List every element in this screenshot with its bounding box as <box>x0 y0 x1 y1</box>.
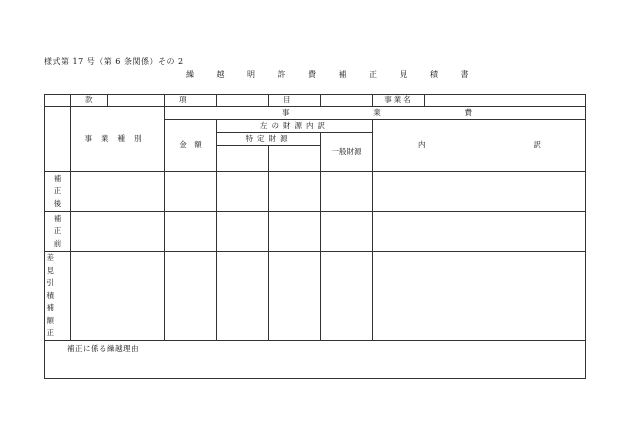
row-label-hosei-mae: 補正前 <box>45 212 71 252</box>
kingaku-cell[interactable] <box>165 212 217 252</box>
tokutei-zaigen-cell-2[interactable] <box>269 172 321 212</box>
jigyo-mei-value-cell[interactable] <box>425 95 586 107</box>
jigyo-shubetsu-cell[interactable] <box>71 212 165 252</box>
uchiwake-char-2: 訳 <box>533 140 541 150</box>
tokutei-zaigen-cell-1[interactable] <box>217 252 269 341</box>
table-row <box>45 172 586 212</box>
uchiwake-header <box>373 120 586 172</box>
moku-label: 目 <box>269 95 321 107</box>
blank-corner-cell <box>45 107 71 172</box>
header-row-kan-kou-moku <box>45 95 586 107</box>
header-row-jigyohi <box>45 107 586 120</box>
reason-row <box>45 340 586 378</box>
table-row <box>45 252 586 341</box>
uchiwake-cell[interactable] <box>373 212 586 252</box>
jigyo-shubetsu-cell[interactable] <box>71 172 165 212</box>
estimate-table <box>44 94 586 379</box>
kan-value-cell[interactable] <box>108 95 165 107</box>
tokutei-zaigen-cell-1[interactable] <box>217 172 269 212</box>
uchiwake-char-1: 内 <box>418 140 426 150</box>
uchiwake-cell[interactable] <box>373 252 586 341</box>
kou-value-cell[interactable] <box>217 95 269 107</box>
tokutei-zaigen-sub-1 <box>217 146 269 172</box>
ippan-zaigen-label: 一般財源 <box>321 133 373 172</box>
kou-label: 項 <box>165 95 217 107</box>
reason-label: 補正に係る繰越理由 <box>67 343 139 353</box>
ippan-zaigen-cell[interactable] <box>321 252 373 341</box>
kingaku-label: 金 額 <box>165 120 217 172</box>
tokutei-zaigen-label: 特定財源 <box>217 133 321 146</box>
kan-label: 款 <box>71 95 108 107</box>
row-label-hosei-go: 補正後 <box>45 172 71 212</box>
row-label-sashihiki: 差見引積補額正 <box>45 252 71 341</box>
table-row <box>45 212 586 252</box>
tokutei-zaigen-cell-2[interactable] <box>269 212 321 252</box>
kingaku-cell[interactable] <box>165 172 217 212</box>
jigyohi-char-2: 業 <box>373 107 381 117</box>
page-title: 繰越明許費補正見積書 <box>186 70 491 79</box>
jigyo-shubetsu-cell[interactable] <box>71 252 165 341</box>
tokutei-zaigen-cell-1[interactable] <box>217 212 269 252</box>
jigyo-mei-label: 事業名 <box>373 95 425 107</box>
zaigen-uchiwake-label: 左の財源内訳 <box>217 120 373 133</box>
ippan-zaigen-cell[interactable] <box>321 172 373 212</box>
reason-cell[interactable] <box>45 340 586 378</box>
kingaku-cell[interactable] <box>165 252 217 341</box>
ippan-zaigen-cell[interactable] <box>321 212 373 252</box>
moku-value-cell[interactable] <box>321 95 373 107</box>
jigyohi-char-1: 事 <box>282 107 290 117</box>
tokutei-zaigen-sub-2 <box>269 146 321 172</box>
jigyo-shubetsu-label: 事業種別 <box>71 107 165 172</box>
tokutei-zaigen-cell-2[interactable] <box>269 252 321 341</box>
jigyohi-char-3: 費 <box>464 107 472 117</box>
blank-cell <box>45 95 71 107</box>
uchiwake-cell[interactable] <box>373 172 586 212</box>
jigyohi-header <box>165 107 586 120</box>
form-number: 様式第 17 号（第 6 条関係）その 2 <box>44 57 184 66</box>
